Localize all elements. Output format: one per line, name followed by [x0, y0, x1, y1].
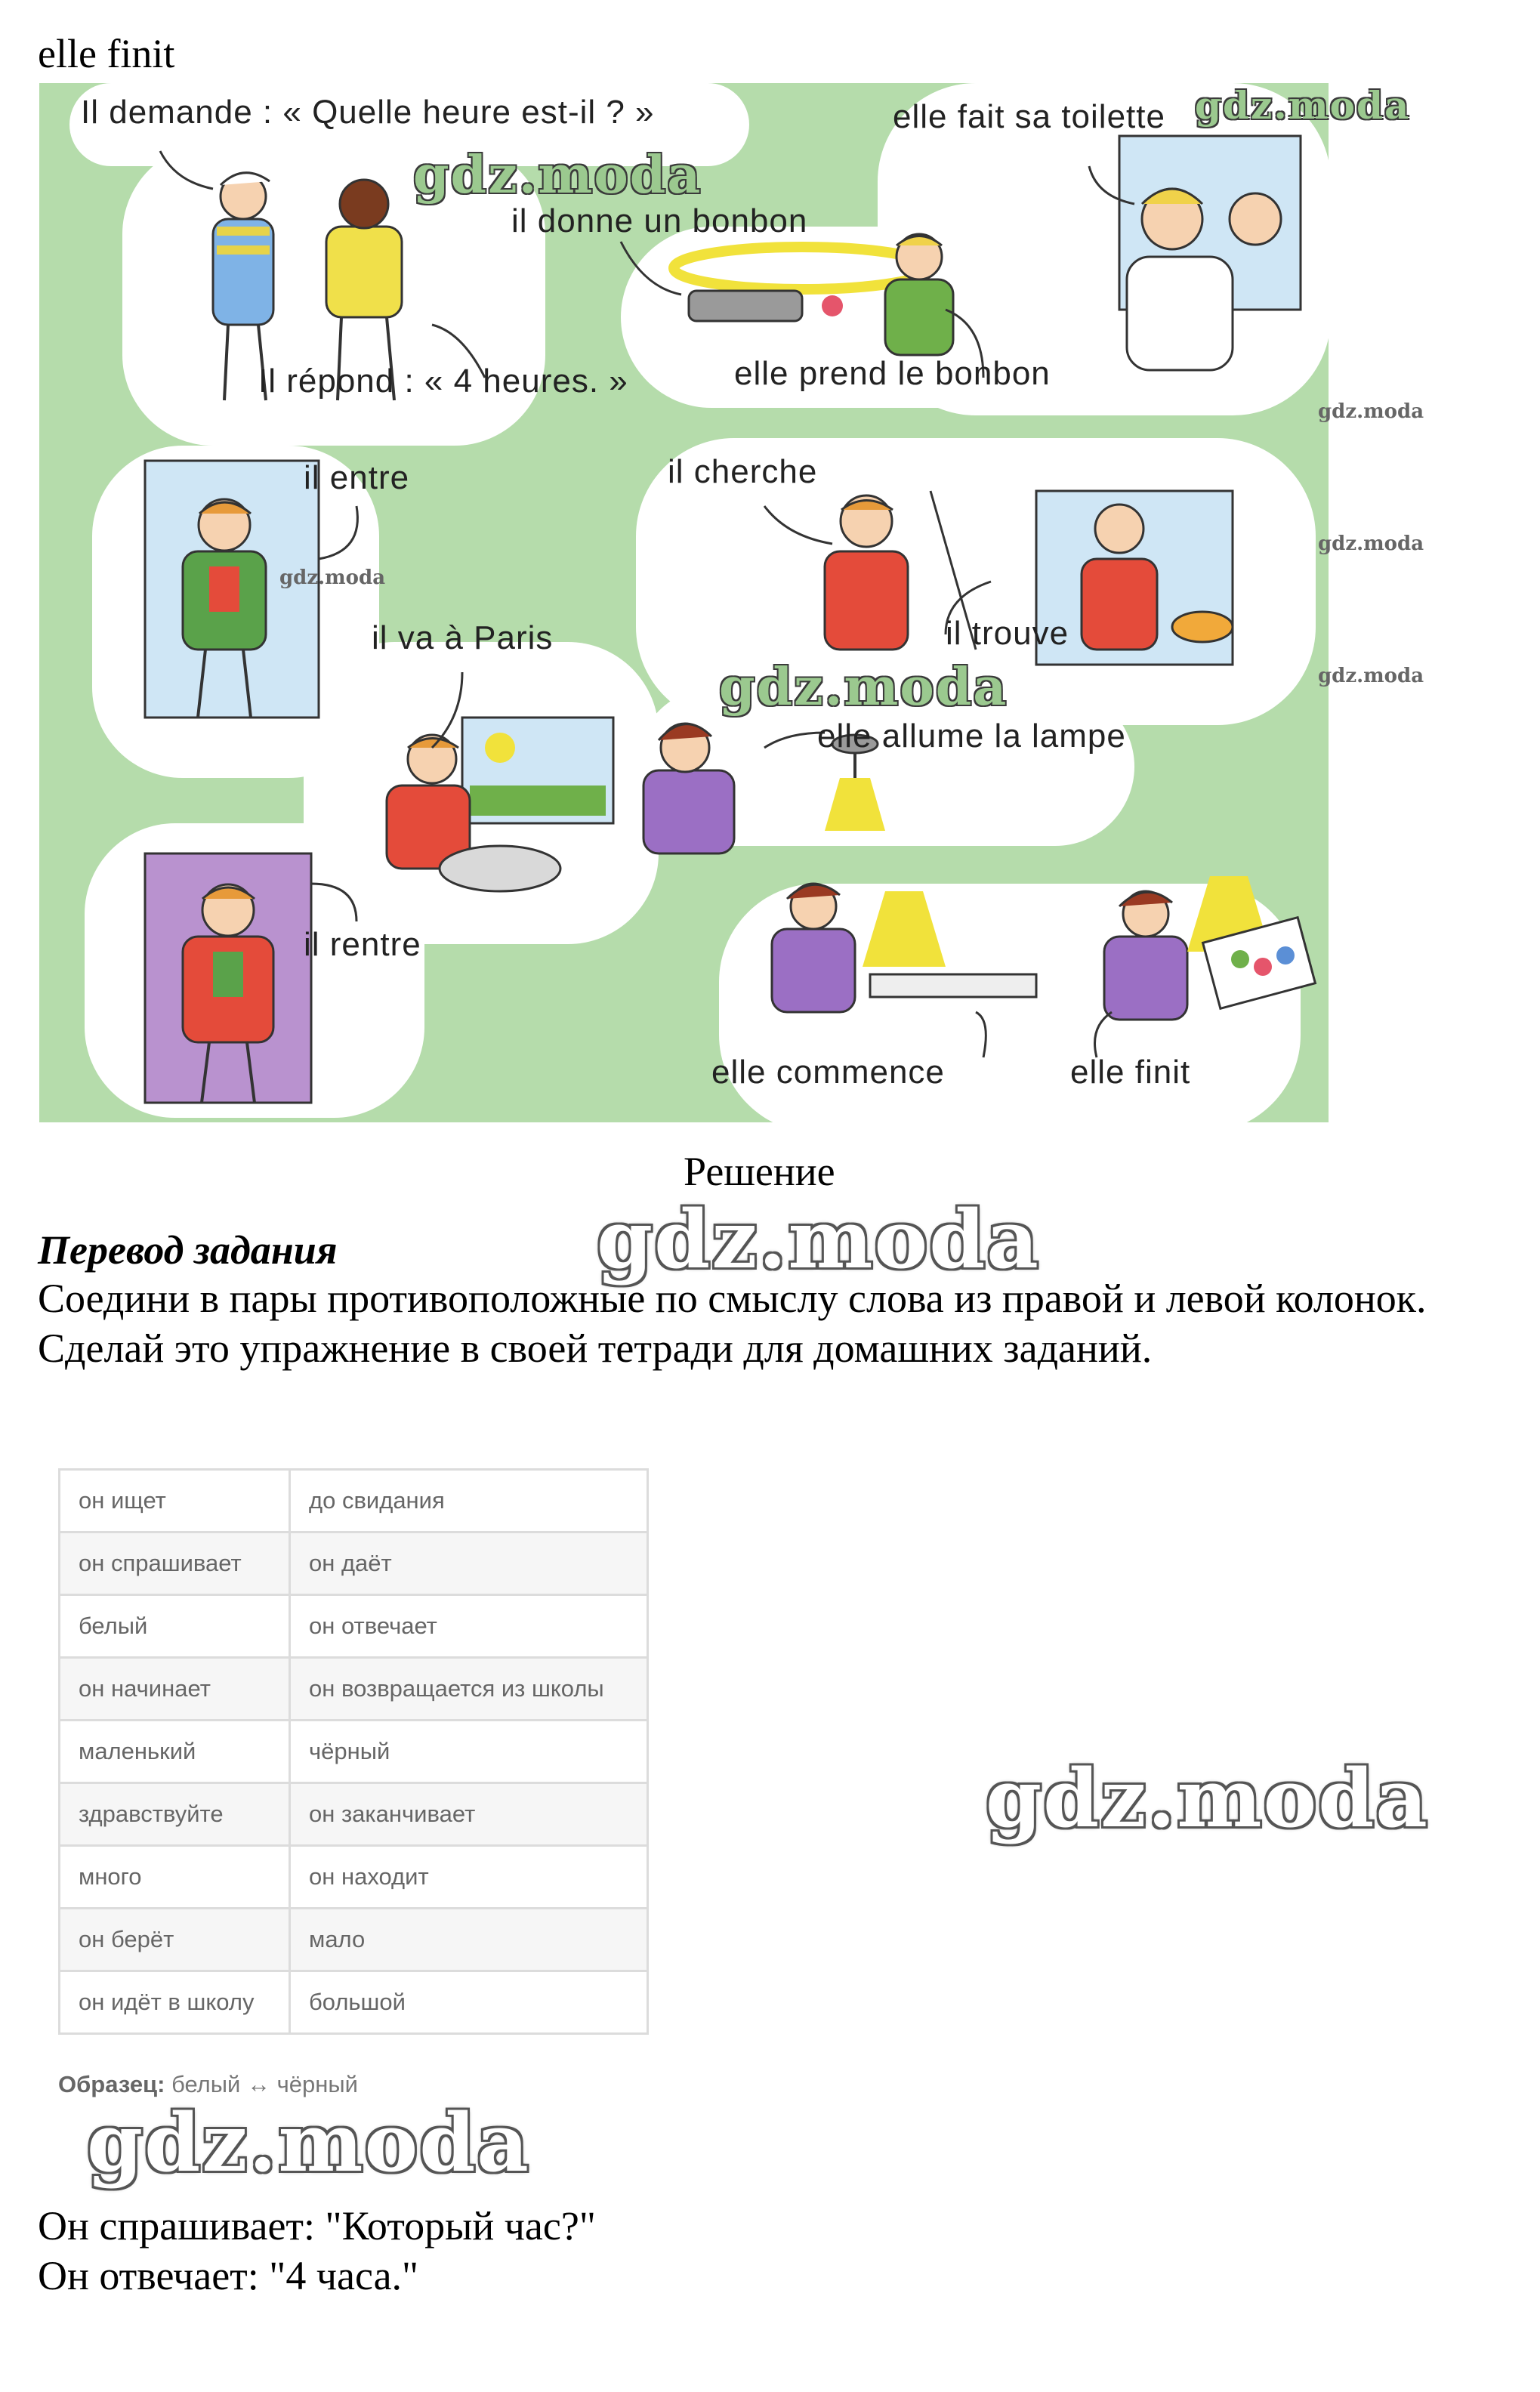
- top-caption: elle finit: [38, 31, 175, 76]
- watermark: gdz.moda: [1318, 665, 1424, 687]
- label-il-trouve: il trouve: [946, 615, 1069, 652]
- label-elle-finit: elle finit: [1070, 1054, 1191, 1091]
- solution-label: Решение: [684, 1149, 835, 1194]
- textbook-illustration: [39, 83, 1411, 1122]
- label-il-va-a-paris: il va à Paris: [372, 619, 554, 656]
- table-cell: он начинает: [60, 1658, 290, 1721]
- table-cell: белый: [60, 1595, 290, 1658]
- table-row: [60, 1971, 648, 2034]
- answer-line: Он отвечает: "4 часа.": [38, 2253, 419, 2298]
- table-cell: он отвечает: [290, 1595, 648, 1658]
- table-row: [60, 1470, 648, 1532]
- label-elle-fait-sa-toilette: elle fait sa toilette: [893, 98, 1165, 135]
- label-il-rentre: il rentre: [304, 926, 421, 963]
- table-row: [60, 1909, 648, 1971]
- label-il-repond: Il répond : « 4 heures. »: [258, 363, 628, 400]
- table-cell: он возвращается из школы: [290, 1658, 648, 1721]
- table-cell: чёрный: [290, 1721, 648, 1783]
- label-il-entre: il entre: [304, 459, 410, 496]
- watermark: gdz.moda: [597, 1192, 1040, 1286]
- task-heading: Перевод задания: [38, 1227, 338, 1273]
- watermark: gdz.moda: [413, 145, 702, 205]
- label-il-demande: Il demande : « Quelle heure est-il ? »: [81, 94, 655, 131]
- watermark: gdz.moda: [719, 657, 1008, 718]
- table-row: [60, 1658, 648, 1721]
- table-row: [60, 1846, 648, 1909]
- watermark: gdz.moda: [1195, 83, 1411, 128]
- table-cell: он берёт: [60, 1909, 290, 1971]
- table-cell: здравствуйте: [60, 1783, 290, 1846]
- answer-line: Он спрашивает: "Который час?": [38, 2203, 596, 2248]
- watermark: gdz.moda: [986, 1751, 1429, 1845]
- table-cell: он спрашивает: [60, 1532, 290, 1595]
- label-il-donne-un-bonbon: il donne un bonbon: [511, 202, 808, 239]
- table-cell: маленький: [60, 1721, 290, 1783]
- table-row: [60, 1532, 648, 1595]
- table-row: [60, 1595, 648, 1658]
- pairs-table: [58, 1468, 649, 2035]
- table-cell: до свидания: [290, 1470, 648, 1532]
- table-cell: он ищет: [60, 1470, 290, 1532]
- watermark: gdz.moda: [279, 566, 386, 589]
- label-elle-allume-la-lampe: elle allume la lampe: [817, 718, 1126, 755]
- watermark: gdz.moda: [87, 2095, 530, 2190]
- table-row: [60, 1721, 648, 1783]
- table-cell: он даёт: [290, 1532, 648, 1595]
- table-cell: он находит: [290, 1846, 648, 1909]
- table-cell: мало: [290, 1909, 648, 1971]
- table-cell: он заканчивает: [290, 1783, 648, 1846]
- label-il-cherche: il cherche: [668, 453, 818, 490]
- example-line: [58, 2071, 358, 2098]
- table-cell: много: [60, 1846, 290, 1909]
- table-cell: большой: [290, 1971, 648, 2034]
- example-label: Образец:: [58, 2071, 165, 2097]
- watermark: gdz.moda: [1318, 532, 1424, 555]
- label-elle-prend-le-bonbon: elle prend le bonbon: [734, 355, 1051, 392]
- example-text: белый ↔ чёрный: [171, 2071, 358, 2097]
- label-elle-commence: elle commence: [711, 1054, 945, 1091]
- task-text: Соедини в пары противоположные по смыслу слова из правой и левой колонок. Сделай это упражнение в своей тетради для домашних заданий.: [38, 1276, 1427, 1371]
- table-row: [60, 1783, 648, 1846]
- table-cell: он идёт в школу: [60, 1971, 290, 2034]
- watermark: gdz.moda: [1318, 400, 1424, 423]
